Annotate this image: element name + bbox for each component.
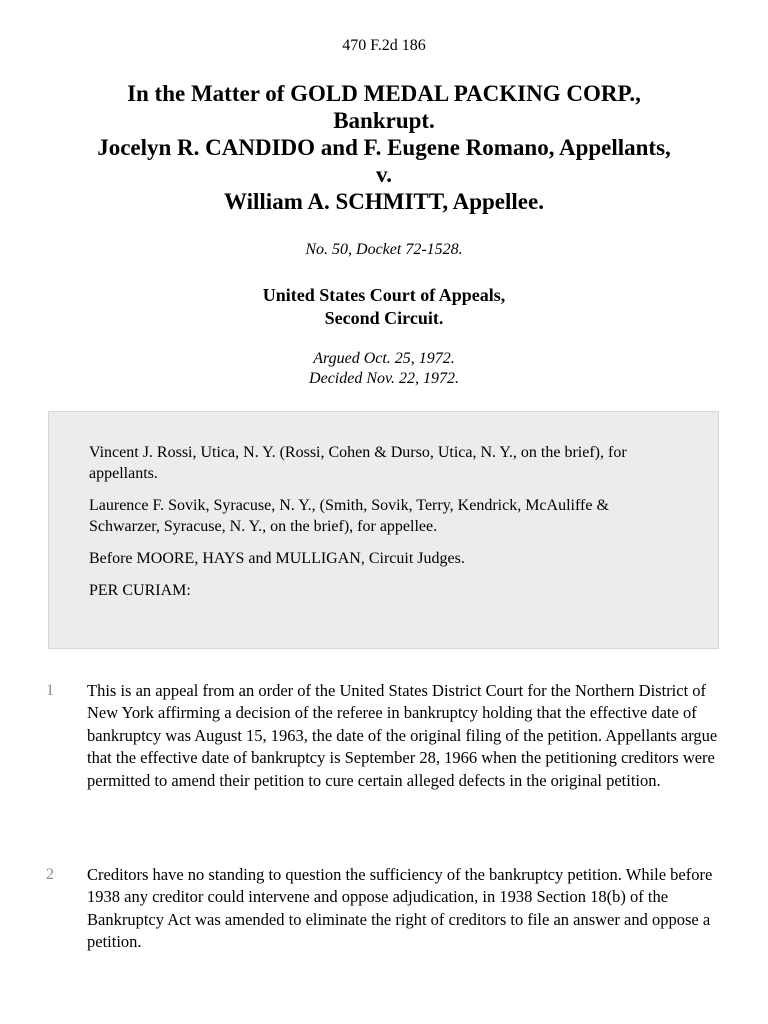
paragraph-number: 2 — [46, 866, 54, 883]
argued-date: Argued Oct. 25, 1972. — [313, 350, 455, 367]
court-name-line: Second Circuit. — [324, 308, 444, 328]
case-title-line: In the Matter of GOLD MEDAL PACKING CORP., — [127, 81, 641, 106]
paragraph-text: This is an appeal from an order of the United States District Court for the Northern District of New York affirming a decision of the referee in bankruptcy holding that the effective date of bankruptcy was August 15, 1963, the date of the original filing of the petition. Appellants argue that the effective date of bankruptcy is September 28, 1966 when the petitioning creditors were permitted to amend their petition to cure certain alleged defects in the original petition. — [87, 681, 718, 790]
case-title-line: William A. SCHMITT, Appellee. — [224, 189, 544, 214]
case-title-line: v. — [376, 162, 392, 187]
docket-number: No. 50, Docket 72-1528. — [305, 241, 463, 258]
paragraph-number: 1 — [46, 682, 54, 699]
case-citation: 470 F.2d 186 — [342, 37, 426, 54]
court-name — [0, 284, 768, 330]
case-title-line: Bankrupt. — [333, 108, 435, 133]
judges-panel: Before MOORE, HAYS and MULLIGAN, Circuit Judges. — [89, 550, 465, 567]
paragraph-text: Creditors have no standing to question the sufficiency of the bankruptcy petition. While before 1938 any creditor could intervene and oppose adjudication, in 1938 Section 18(b) of the Bankruptcy Act was amended to eliminate the right of creditors to file an answer and oppose a petition. — [87, 865, 713, 952]
counsel-appellee: Laurence F. Sovik, Syracuse, N. Y., (Smith, Sovik, Terry, Kendrick, McAuliffe & Schwarzer, Syracuse, N. Y., on the brief), for appellee. — [89, 497, 609, 535]
counsel-appellants: Vincent J. Rossi, Utica, N. Y. (Rossi, Cohen & Durso, Utica, N. Y., on the brief), for appellants. — [89, 444, 627, 482]
case-title-line: Jocelyn R. CANDIDO and F. Eugene Romano, Appellants, — [97, 135, 671, 160]
decided-date: Decided Nov. 22, 1972. — [309, 370, 459, 387]
per-curiam-label: PER CURIAM: — [89, 582, 191, 599]
court-name-line: United States Court of Appeals, — [262, 285, 506, 305]
case-dates — [0, 349, 768, 389]
counsel-box — [48, 411, 719, 649]
case-title — [0, 80, 768, 215]
